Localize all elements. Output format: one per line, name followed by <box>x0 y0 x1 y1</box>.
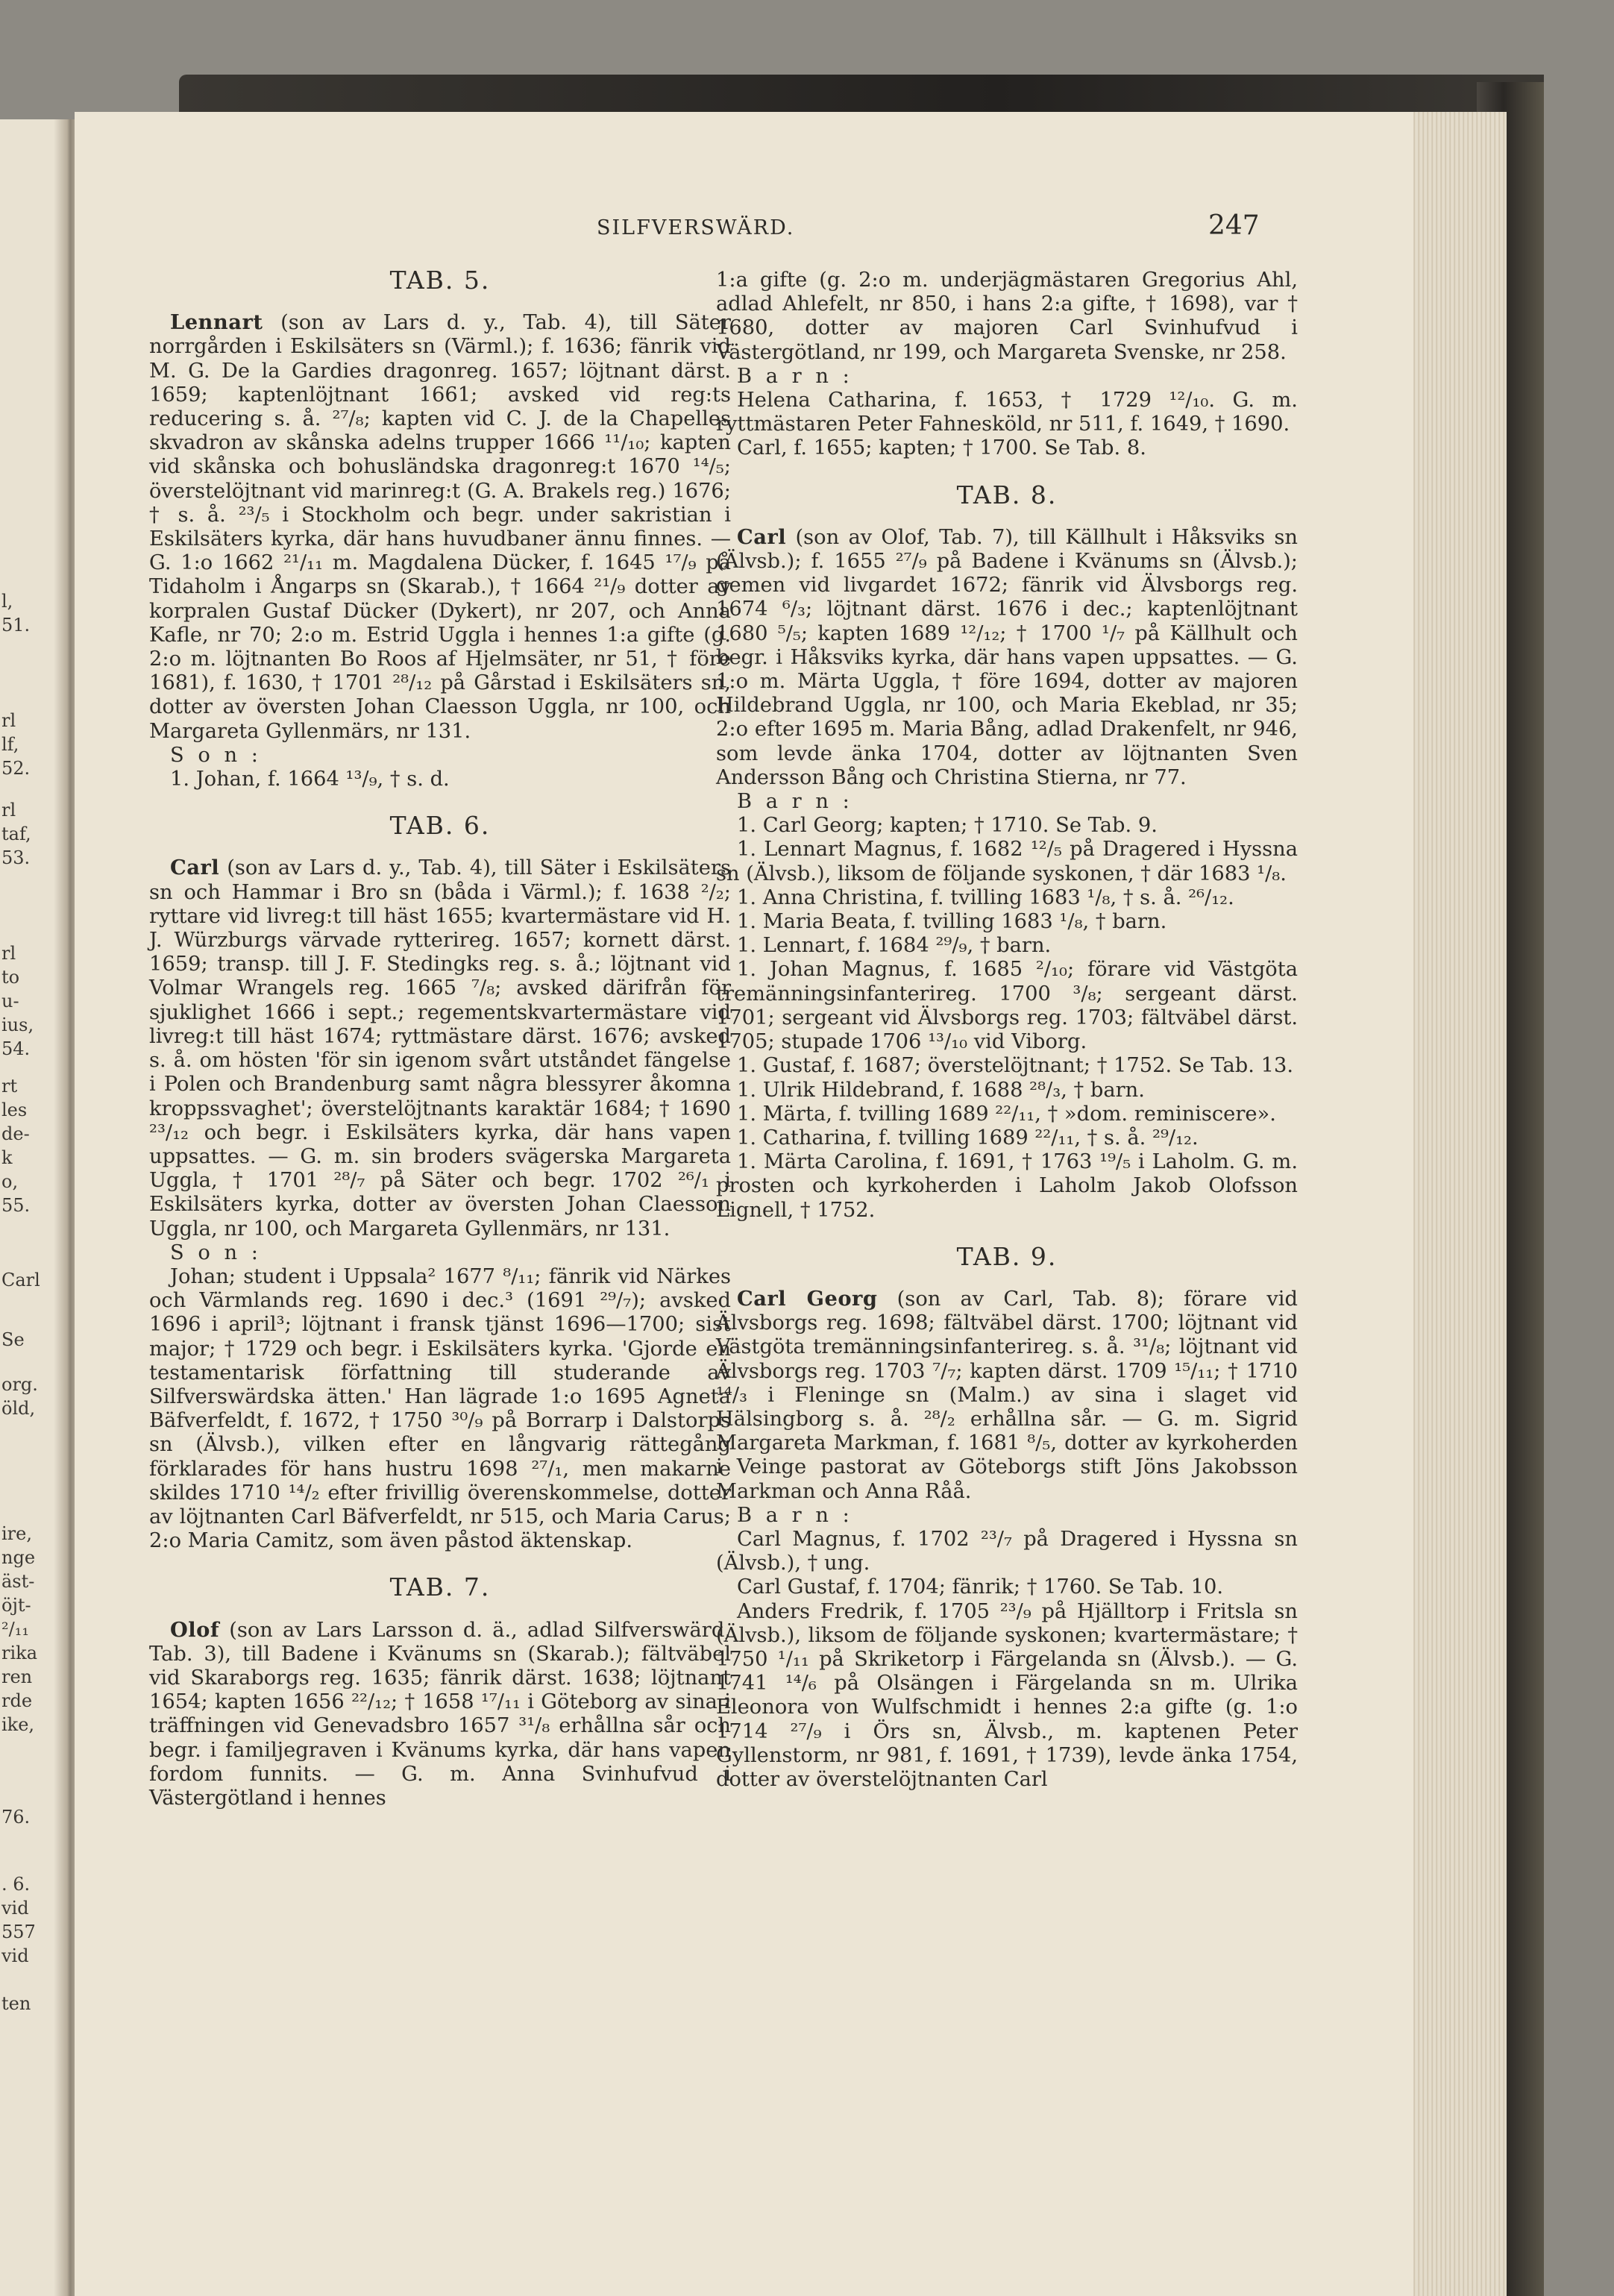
left-page-fragment: nge <box>1 1547 36 1568</box>
tab7-children-list <box>716 389 1298 461</box>
tab8-entry-text: (son av Olof, Tab. 7), till Källhult i Håksviks sn (Älvsb.); f. 1655 ²⁷/₉ på Badene i Kvänums sn (Älvsb.); gemen vid livgardet 1672; fänrik vid Älvsborgs reg. 1674 ⁶/₃; löjtnant därst. 1676 i dec.; kaptenlöjtnant 1680 ⁵/₅; kapten 1689 ¹²/₁₂; † 1700 ¹/₇ på Källhult och begr. i Håksviks kyrka, där hans vapen uppsattes. — G. 1:o m. Märta Uggla, † före 1694, dotter av majoren Hildebrand Uggla, nr 100, och Maria Ekeblad, nr 35; 2:o efter 1695 m. Maria Bång, adlad Drakenfelt, nr 946, som levde änka 1704, dotter av löjtnanten Sven Andersson Bång och Christina Stierna, nr 77. <box>716 525 1298 789</box>
left-page-fragment: o, <box>1 1171 19 1192</box>
left-page-fragment: de- <box>1 1123 30 1144</box>
left-page-fragment: rl <box>1 943 16 964</box>
tab7-entry-text: (son av Lars Larsson d. ä., adlad Silfverswärd, Tab. 3), till Badene i Kvänums sn (Skarab.); fältväbel vid Skaraborgs reg. 1635; fänrik därst. 1638; löjtnant 1654; kapten 1656 ²²/₁₂; † 1658 ¹⁷/₁₁ i Göteborg av sina i träffningen vid Genevadsbro 1657 ³¹/₈ erhållna sår och begr. i familjegraven i Kvänums kyrka, där hans vapen fordom funnits. — G. m. Anna Svinhufvud i Västergötland i hennes <box>149 1618 731 1810</box>
tab6-heading: TAB. 6. <box>389 811 491 841</box>
left-page-fragment: vid <box>1 1945 29 1966</box>
left-page-fragment: k <box>1 1147 13 1168</box>
child-entry: 1. Lennart Magnus, f. 1682 ¹²/₅ på Dragered i Hyssna sn (Älvsb.), liksom de följande syskonen, † där 1683 ¹/₈. <box>716 838 1298 885</box>
tab8-children-label: B a r n : <box>737 790 853 814</box>
left-page-fragment: ius, <box>1 1014 34 1035</box>
left-page-fragment: rl <box>1 710 16 731</box>
left-page-fragment: rl <box>1 800 16 821</box>
tab8-heading: TAB. 8. <box>956 480 1058 509</box>
tab8-entry <box>716 525 1298 790</box>
child-entry: Carl Magnus, f. 1702 ²³/₇ på Dragered i Hyssna sn (Älvsb.), † ung. <box>716 1527 1298 1575</box>
child-entry: Carl Gustaf, f. 1704; fänrik; † 1760. Se Tab. 10. <box>737 1575 1223 1599</box>
child-entry: 1. Carl Georg; kapten; † 1710. Se Tab. 9. <box>737 814 1158 838</box>
child-entry: Anders Fredrik, f. 1705 ²³/₉ på Hjälltorp i Fritsla sn (Älvsb.), liksom de följande syskonen; kvartermästare; † 1750 ¹/₁₁ på Skriketorp i Färgelanda sn (Älvsb.). — G. 1741 ¹⁴/₆ på Olsängen i Färgelanda sn m. Ulrika Eleonora von Wulfschmidt i hennes 2:a gifte (g. 1:o 1714 ²⁷/₉ i Örs sn, Älvsb., m. kaptenen Peter Gyllenstorm, nr 981, f. 1691, † 1739), levde änka 1754, dotter av överstelöjtnanten Carl <box>716 1599 1298 1791</box>
tab6-entry-text: (son av Lars d. y., Tab. 4), till Säter i Eskilsäters sn och Hammar i Bro sn (båda i Värml.); f. 1638 ²/₂; ryttare vid livreg:t till häst 1655; kvartermästare vid H. J. Würzburgs värvade rytterireg. 1657; kornett därst. 1659; transp. till J. F. Stedingks reg. s. å.; löjtnant vid Volmar Wrangels reg. 1665 ⁷/₈; avsked därifrån för sjuklighet 1666 i sept.; regementskvartermästare vid livreg:t till häst 1674; ryttmästare därst. 1676; avsked s. å. om hösten 'för sin igenom svårt utståndet fängelse i Polen och Brandenburg samt några blessyrer åkomna kroppssvaghet'; överstelöjtnants karaktär 1684; † 1690 ²³/₁₂ och begr. i Eskilsäters kyrka, där hans vapen uppsattes. — G. m. sin broders svägerska Margareta Uggla, † 1701 ²⁸/₇ på Säter och begr. 1702 ²⁶/₁ i Eskilsäters kyrka, dotter av översten Johan Claesson Uggla, nr 100, och Margareta Gyllenmärs, nr 131. <box>149 856 731 1240</box>
left-page-fragment: Se <box>1 1329 25 1350</box>
child-entry: Carl, f. 1655; kapten; † 1700. Se Tab. 8. <box>737 436 1146 460</box>
left-page-fragment: u- <box>1 991 19 1011</box>
child-entry: 1. Anna Christina, f. tvilling 1683 ¹/₈, † s. å. ²⁶/₁₂. <box>737 885 1234 909</box>
left-page-fragment: 52. <box>1 758 31 779</box>
child-entry: 1. Ulrik Hildebrand, f. 1688 ²⁸/₃, † barn. <box>737 1078 1145 1102</box>
left-page-fragment: ire, <box>1 1523 32 1544</box>
child-entry: Helena Catharina, f. 1653, † 1729 ¹²/₁₀. G. m. ryttmästaren Peter Fahnesköld, nr 511, f. 1649, † 1690. <box>716 389 1298 436</box>
running-head: SILFVERSWÄRD. <box>597 216 795 239</box>
tab6-entry <box>149 856 731 1240</box>
left-page-fragment: rde <box>1 1690 33 1711</box>
tab9-entry-name: Carl Georg <box>737 1286 878 1311</box>
left-page-fragment: 54. <box>1 1038 31 1059</box>
left-page-fragment: ren <box>1 1666 33 1687</box>
tab9-entry-text: (son av Carl, Tab. 8); förare vid Älvsborgs reg. 1698; fältväbel därst. 1700; löjtnant vid Västgöta tremänningsinfanterireg. s. å. ³¹/₈; löjtnant vid Älvsborgs reg. 1703 ⁷/₇; kapten därst. 1709 ¹⁵/₁₁; † 1710 ¹⁴/₃ i Fleninge sn (Malm.) av sina i slaget vid Hälsingborg s. å. ²⁸/₂ erhållna sår. — G. m. Sigrid Margareta Markman, f. 1681 ⁸/₅, dotter av kyrkoherden i Veinge pastorat av Göteborgs stift Jöns Jakobsson Markman och Anna Råå. <box>716 1287 1298 1503</box>
left-page-fragment: rika <box>1 1643 37 1663</box>
tab7-heading: TAB. 7. <box>389 1572 491 1602</box>
tab7-entry <box>149 1618 731 1811</box>
tab5-entry-name: Lennart <box>170 310 263 335</box>
left-column <box>149 266 731 1810</box>
left-page-fragment: . 6. <box>1 1874 31 1895</box>
left-page-fragment: ²/₁₁ <box>1 1619 29 1640</box>
child-entry: 1. Maria Beata, f. tvilling 1683 ¹/₈, † barn. <box>737 910 1167 934</box>
left-page-fragment: öjt- <box>1 1595 31 1616</box>
left-page-fragment: rt <box>1 1076 18 1097</box>
tab6-child: Johan; student i Uppsala² 1677 ⁸/₁₁; fänrik vid Närkes och Värmlands reg. 1690 i dec.³ (1691 ²⁹/₇); avsked 1696 i april³; löjtnant i fransk tjänst 1696—1700; sist major; † 1729 och begr. i Eskilsäters kyrka. 'Gjorde en testamentarisk författning till studerande av Silfverswärdska ätten.' Han lägrade 1:o 1695 Agneta Bäfverfeldt, f. 1672, † 1750 ³⁰/₉ på Borrarp i Dalstorps sn (Älvsb.), vilken efter en långvarig rättegång förklarades för hans hustru 1698 ²⁷/₁, men makarne skildes 1710 ¹⁴/₂ efter frivillig överenskommelse, dotter av löjtnanten Carl Bäfverfeldt, nr 515, och Maria Carus; 2:o Maria Camitz, som även påstod äktenskap. <box>149 1264 731 1553</box>
left-page-fragment: ike, <box>1 1714 35 1735</box>
page-number: 247 <box>1208 210 1260 241</box>
left-page-fragment: 76. <box>1 1807 31 1828</box>
tab5-son-label: S o n : <box>170 743 262 767</box>
left-page-fragment: to <box>1 967 20 988</box>
left-page-fragment: lf, <box>1 734 19 755</box>
left-page-fragments <box>0 0 67 2296</box>
tab6-son-label: S o n : <box>170 1240 262 1264</box>
tab9-children-label: B a r n : <box>737 1503 853 1527</box>
left-page-fragment: les <box>1 1100 28 1120</box>
left-page-fragment: org. <box>1 1374 38 1395</box>
child-entry: 1. Gustaf, f. 1687; överstelöjtnant; † 1752. Se Tab. 13. <box>737 1054 1294 1078</box>
left-page-fragment: vid <box>1 1898 29 1919</box>
tab9-entry <box>716 1287 1298 1504</box>
child-entry: 1. Johan Magnus, f. 1685 ²/₁₀; förare vid Västgöta tremänningsinfanterireg. 1700 ³/₈; sergeant därst. 1701; sergeant vid Älvsborgs reg. 1703; fältväbel därst. 1705; stupade 1706 ¹³/₁₀ vid Viborg. <box>716 958 1298 1054</box>
right-column <box>716 269 1298 1792</box>
tab7-entry-name: Olof <box>170 1617 220 1642</box>
left-page-fragment: 51. <box>1 615 31 636</box>
tab8-entry-name: Carl <box>737 524 787 549</box>
tab6-entry-name: Carl <box>170 856 220 880</box>
page-edges <box>1402 112 1507 2296</box>
left-page-fragment: 53. <box>1 847 31 868</box>
left-page-fragment: öld, <box>1 1398 36 1419</box>
left-page-fragment: 557 <box>1 1922 36 1942</box>
left-page-fragment: ten <box>1 1993 31 2014</box>
left-page-fragment: äst- <box>1 1571 35 1592</box>
left-page-fragment: l, <box>1 591 13 612</box>
tab5-entry-text: (son av Lars d. y., Tab. 4), till Säter norrgården i Eskilsäters sn (Värml.); f. 1636; fänrik vid M. G. De la Gardies dragonreg. 1657; löjtnant därst. 1659; kaptenlöjtnant 1661; avsked vid reg:ts reducering s. å. ²⁷/₈; kapten vid C. J. de la Chapelles skvadron av skånska adelns trupper 1666 ¹¹/₁₀; kapten vid skånska och bohusländska dragonreg:t 1670 ¹⁴/₅; överstelöjtnant vid marinreg:t (G. A. Brakels reg.) 1676; † s. å. ²³/₅ i Stockholm och begr. under sakristian i Eskilsäters kyrka, där hans huvudbaner ännu finnes. — G. 1:o 1662 ²¹/₁₁ m. Magdalena Dücker, f. 1645 ¹⁷/₉ på Tidaholm i Ångarps sn (Skarab.), † 1664 ²¹/₉ dotter av korpralen Gustaf Dücker (Dykert), nr 207, och Anna Kafle, nr 70; 2:o m. Estrid Uggla i hennes 1:a gifte (g. 2:o m. löjtnanten Bo Roos af Hjelmsäter, nr 51, † före 1681), f. 1630, † 1701 ²⁸/₁₂ på Gårstad i Eskilsäters sn, dotter av översten Johan Claesson Uggla, nr 100, och Margareta Gyllenmärs, nr 131. <box>149 311 731 743</box>
tab7-continued: 1:a gifte (g. 2:o m. underjägmästaren Gregorius Ahl, adlad Ahlefelt, nr 850, i hans 2:a gifte, † 1698), var † 1680, dotter av majoren Carl Svinhufvud i Västergötland, nr 199, och Margareta Svenske, nr 258. <box>716 269 1298 364</box>
tab5-entry <box>149 310 731 744</box>
left-page-fragment: 55. <box>1 1195 31 1216</box>
tab7-children-label: B a r n : <box>737 364 853 388</box>
tab9-children-list <box>716 1528 1298 1792</box>
left-page-fragment: Carl <box>1 1270 40 1290</box>
left-page-fragment: taf, <box>1 824 31 844</box>
child-entry: 1. Märta Carolina, f. 1691, † 1763 ¹⁹/₅ i Laholm. G. m. prosten och kyrkoherden i Laholm Jakob Olofsson Lignell, † 1752. <box>716 1150 1298 1222</box>
tab8-children-list <box>716 814 1298 1222</box>
tab5-heading: TAB. 5. <box>389 266 491 295</box>
child-entry: 1. Märta, f. tvilling 1689 ²²/₁₁, † »dom. reminiscere». <box>737 1102 1276 1126</box>
child-entry: 1. Lennart, f. 1684 ²⁹/₉, † barn. <box>737 934 1052 958</box>
tab9-heading: TAB. 9. <box>956 1241 1058 1271</box>
tab5-child: 1. Johan, f. 1664 ¹³/₉, † s. d. <box>170 768 450 791</box>
child-entry: 1. Catharina, f. tvilling 1689 ²²/₁₁, † s. å. ²⁹/₁₂. <box>737 1126 1199 1149</box>
